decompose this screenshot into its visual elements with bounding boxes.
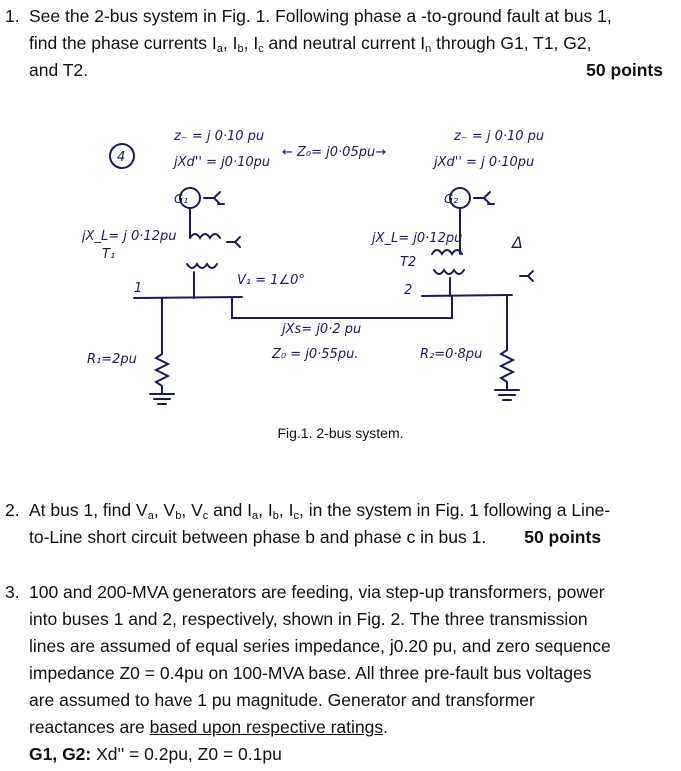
line-z0-label: Z₀ = j0·55pu. (272, 347, 359, 362)
v1-label: V₁ = 1∠0° (237, 273, 305, 288)
q1-number: 1. (5, 6, 20, 26)
q1-text-2b: and neutral current I (263, 33, 426, 53)
q2-text-1a: At bus 1, find V (29, 500, 148, 520)
q1-points: 50 points (586, 60, 663, 80)
sub-ia: a (252, 510, 259, 522)
g1-xd-label: jXd'' = j0·10pu (174, 155, 271, 170)
q3-text-1: 100 and 200-MVA generators are feeding, via step-up transformers, power (29, 582, 605, 602)
q1-line-3 (5, 57, 675, 84)
question-1 (5, 3, 675, 84)
q2-sep2: , V (181, 500, 203, 520)
line-xs-label: jXs= j0·2 pu (282, 322, 362, 337)
sub-a: a (216, 43, 223, 55)
r1-resistor (156, 354, 168, 394)
q3-text-6b: . (383, 717, 388, 737)
q1-sep2: , I (243, 33, 259, 53)
g2-z2-label: z₋ = j 0·10 pu (454, 129, 545, 144)
g1-wye-symbol (204, 192, 224, 204)
q3-underlined-text: based upon respective ratings (149, 717, 384, 737)
r2-resistor (501, 350, 513, 390)
q1-line-1 (5, 3, 675, 30)
q3-line-2: into buses 1 and 2, respectively, shown in Fig. 2. The three transmission (29, 609, 588, 629)
q2-sep4: , I (278, 500, 294, 520)
q2-line-2 (5, 524, 675, 551)
g2-wye-symbol (474, 192, 494, 204)
q1-text-3: and T2. (29, 60, 89, 80)
q2-number: 2. (5, 500, 20, 520)
q3-generator-label: G1, G2: (29, 744, 92, 764)
q1-sep1: , I (222, 33, 238, 53)
r2-label: R₂=0·8pu (420, 347, 483, 362)
q1-line-2 (5, 30, 675, 57)
question-3 (5, 579, 675, 768)
q3-line-7 (5, 741, 675, 768)
figure-caption: Fig.1. 2-bus system. (277, 425, 404, 441)
bus-1-label: 1 (134, 281, 143, 296)
q2-sep3: , I (258, 500, 273, 520)
q2-text-1b: , in the system in Fig. 1 following a Line- (298, 500, 611, 520)
t2-delta-label: Δ (512, 233, 523, 252)
g2-xd-label: jXd'' = j 0·10pu (434, 155, 535, 170)
q3-generator-params: Xd'' = 0.2pu, Z0 = 0.1pu (91, 744, 282, 764)
sub-n: n (425, 43, 432, 55)
r1-label: R₁=2pu (87, 352, 137, 367)
q3-text-6a: reactances are (29, 717, 150, 737)
q2-text-2: to-Line short circuit between phase b and phase c in bus 1. (29, 527, 487, 547)
r2-ground (495, 390, 519, 400)
sub-b: b (237, 43, 244, 55)
t1-reactance-label: jX_L= j 0·12pu (82, 229, 177, 244)
g1-label: G₁ (174, 192, 189, 206)
bus-2-label: 2 (404, 283, 413, 298)
question-2 (5, 497, 675, 551)
t1-label: T₁ (102, 247, 116, 262)
g2-label: G₂ (444, 192, 459, 206)
sub-ic: c (293, 510, 299, 522)
sub-ib: b (272, 510, 279, 522)
t1-transformer-coil (187, 234, 220, 268)
q3-line-4: impedance Z0 = 0.4pu on 100-MVA base. All three pre-fault bus voltages (29, 663, 592, 683)
bus-1-line (134, 297, 242, 298)
r1-ground (150, 394, 174, 404)
q3-line-5: are assumed to have 1 pu magnitude. Generator and transformer (29, 690, 535, 710)
circled-number: 4 (117, 150, 126, 165)
bus-2-line (422, 295, 512, 296)
transmission-line (232, 296, 452, 318)
q1-text-2a: find the phase currents I (29, 33, 217, 53)
sub-c: c (258, 43, 264, 55)
sub-vb: b (175, 510, 182, 522)
q2-sep1: , V (153, 500, 176, 520)
t2-reactance-label: jX_L= j0·12pu (372, 231, 463, 246)
t1-wye-symbol (227, 237, 240, 247)
q3-line-6 (5, 714, 675, 741)
g1-z2-label: z₋ = j 0·10 pu (174, 129, 265, 144)
q3-line-1 (5, 579, 675, 606)
q3-number: 3. (5, 582, 20, 602)
q1-text-2c: through G1, T1, G2, (431, 33, 592, 53)
z0-top-label: ← Z₀= j0·05pu→ (282, 145, 387, 160)
q2-mid: and I (208, 500, 253, 520)
q3-line-3: lines are assumed of equal series impedance, j0.20 pu, and zero sequence (29, 636, 611, 656)
q2-line-1 (5, 497, 675, 524)
q2-points: 50 points (524, 527, 602, 547)
q1-text-1: See the 2-bus system in Fig. 1. Following phase a -to-ground fault at bus 1, (29, 6, 612, 26)
sub-vc: c (202, 510, 209, 522)
figure-2-bus-system (82, 118, 681, 423)
sub-va: a (147, 510, 154, 522)
t2-label: T2 (400, 255, 417, 270)
t2-wye-symbol (520, 271, 533, 281)
